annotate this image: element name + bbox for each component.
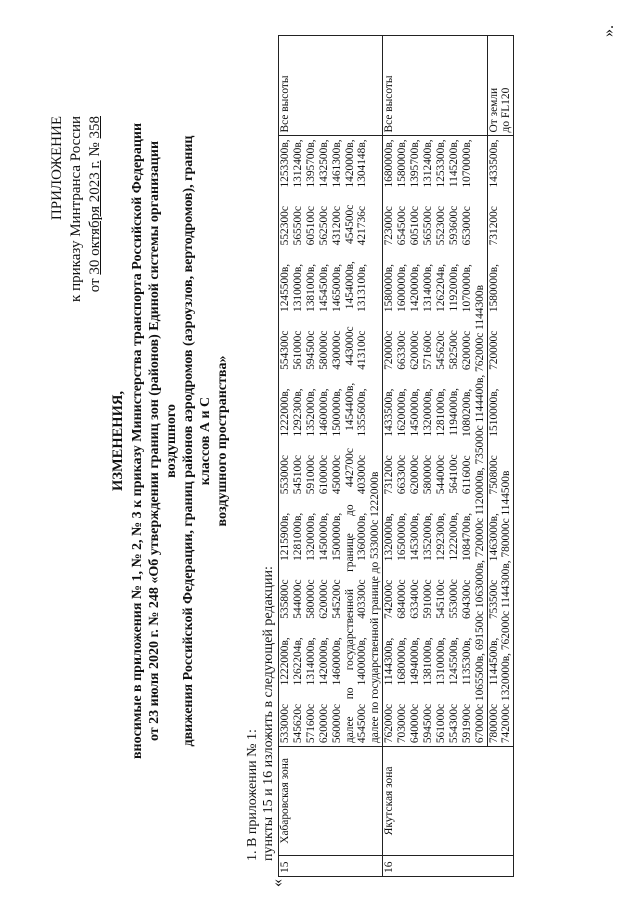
coordinate-line: 545620с 1262204в, 544000с 1281000в, 545100с 1292300в, 561000с 1310000в, 565500с 1312400в, bbox=[291, 139, 304, 744]
altitude-limits bbox=[279, 36, 383, 136]
coordinate-line: 670000с 1065500в, 691500с 1063000в, 720000с 1120000в, 735000с 1144400в, 762000с 1144300в bbox=[473, 285, 486, 744]
coordinate-line: 742000с 1320000в, 762000с 1144300в, 780000с 1144500в bbox=[500, 470, 513, 744]
coordinate-line: 591900с 1135300в, 604300с 1084700в, 611600с 1080200в, 620000с 1070000в, 653000с 1070000в, bbox=[460, 139, 473, 744]
coordinate-line: 560000с 1460000в, 545200с 1500000в, 450000с 1500000в, 430000с 1465000в, 431200с 1461300в, bbox=[330, 139, 343, 744]
coordinate-line: 640000с 1494000в, 633400с 1453000в, 620000с 1450000в, 620000с 1420000в, 605100с 1395700в, bbox=[409, 139, 422, 744]
intro-text bbox=[245, 566, 277, 861]
title-line: движения Российской Федерации, границ районов аэродромов (аэроузлов, вертодромов), границ классов А и С bbox=[181, 135, 213, 747]
zone-name: Якутская зона bbox=[383, 747, 514, 856]
annex-title: ПРИЛОЖЕНИЕ bbox=[49, 116, 65, 221]
coordinate-line: далее по государственной границе до 442700с 1454400в, 443000с 1454000в, 454500с 1420000в, bbox=[343, 139, 356, 744]
coordinate-line: 454500с 1400000в, 403300с 1360000в, 403000с 1355600в, 413100с 1313100в, 421736с 1304148в, bbox=[356, 139, 369, 744]
zone-coordinates bbox=[279, 136, 383, 747]
annex-date-line bbox=[86, 116, 105, 366]
document-title bbox=[110, 111, 231, 771]
intro-line-2: пункты 15 и 16 изложить в следующей редакции: bbox=[261, 566, 276, 861]
altitude-line: От земли bbox=[487, 87, 500, 133]
coordinate-line: 571600с 1314000в, 580000с 1320000в, 591000с 1352000в, 594500с 1381000в, 605100с 1395700в, bbox=[304, 139, 317, 744]
coordinate-line: 533000с 1222000в, 535800с 1215900в, 553000с 1222000в, 554300с 1245500в, 552300с 1253300в, bbox=[279, 139, 291, 744]
altitude-line: Все высоты bbox=[279, 75, 291, 133]
title-line: воздушного пространства» bbox=[215, 355, 230, 527]
annex-number: 358 bbox=[87, 116, 103, 139]
table-row bbox=[383, 36, 487, 877]
row-number: 16 bbox=[383, 855, 514, 876]
altitude-limits bbox=[487, 36, 514, 136]
table-row bbox=[279, 36, 383, 877]
coordinate-line: 554300с 1245500в, 553000с 1222000в, 564100с 1194000в, 582500с 1192000в, 593600с 1145200в, bbox=[447, 139, 460, 744]
opening-quote: « bbox=[269, 879, 286, 887]
title-line: от 23 июля 2020 г. № 248 «Об утверждении границ зон (районов) Единой системы организации воздушного bbox=[147, 140, 179, 742]
row-number: 15 bbox=[279, 855, 383, 876]
altitude-line: Все высоты bbox=[383, 75, 396, 133]
zone-coordinates bbox=[487, 136, 514, 747]
coordinate-line: 703000с 1680000в, 684000с 1650000в, 663300с 1620000в, 663300с 1600000в, 654500с 1580000в, bbox=[396, 139, 409, 744]
coordinate-line: 620000с 1420000в, 620000с 1450000в, 610000с 1460000в, 580000с 1454500в, 562500с 1432500в, bbox=[317, 139, 330, 744]
zone-coordinates bbox=[383, 136, 487, 747]
annex-date: 30 октября 2023 г. bbox=[87, 160, 103, 275]
closing-quote: ». bbox=[600, 25, 617, 37]
coordinate-line: 762000с 1144300в, 742000с 1320000в, 731200с 1433500в, 720000с 1580000в, 723000с 1680000в, bbox=[383, 139, 396, 744]
coordinate-line: далее по государственной границе до 533000с 1222000в bbox=[369, 471, 382, 744]
annex-number-prefix: № bbox=[87, 142, 103, 157]
zones-table bbox=[278, 35, 514, 877]
altitude-line: до FL120 bbox=[500, 87, 513, 133]
altitude-limits bbox=[383, 36, 487, 136]
coordinate-line: 780000с 1144500в, 753500с 1463000в, 750800с 1510000в, 720000с 1580000в, 731200с 1433500в, bbox=[487, 139, 500, 744]
title-heading: ИЗМЕНЕНИЯ, bbox=[110, 391, 126, 491]
title-line: вносимые в приложения № 1, № 2, № 3 к приказу Министерства транспорта Российской Федерации bbox=[130, 122, 145, 760]
coordinate-line: 561000с 1310000в, 545100с 1292300в, 544000с 1281000в, 545620с 1262204в, 552300с 1253300в, bbox=[434, 139, 447, 744]
annex-order-ref: к приказу Минтранса России bbox=[68, 116, 84, 302]
annex-header bbox=[48, 116, 105, 366]
intro-line-1: 1. В приложении № 1: bbox=[245, 729, 260, 861]
coordinate-line: 594500с 1381000в, 591000с 1352000в, 580000с 1320000в, 571600с 1314000в, 565500с 1312400в, bbox=[421, 139, 434, 744]
zone-name: Хабаровская зона bbox=[279, 747, 383, 856]
annex-date-prefix: от bbox=[87, 278, 103, 293]
